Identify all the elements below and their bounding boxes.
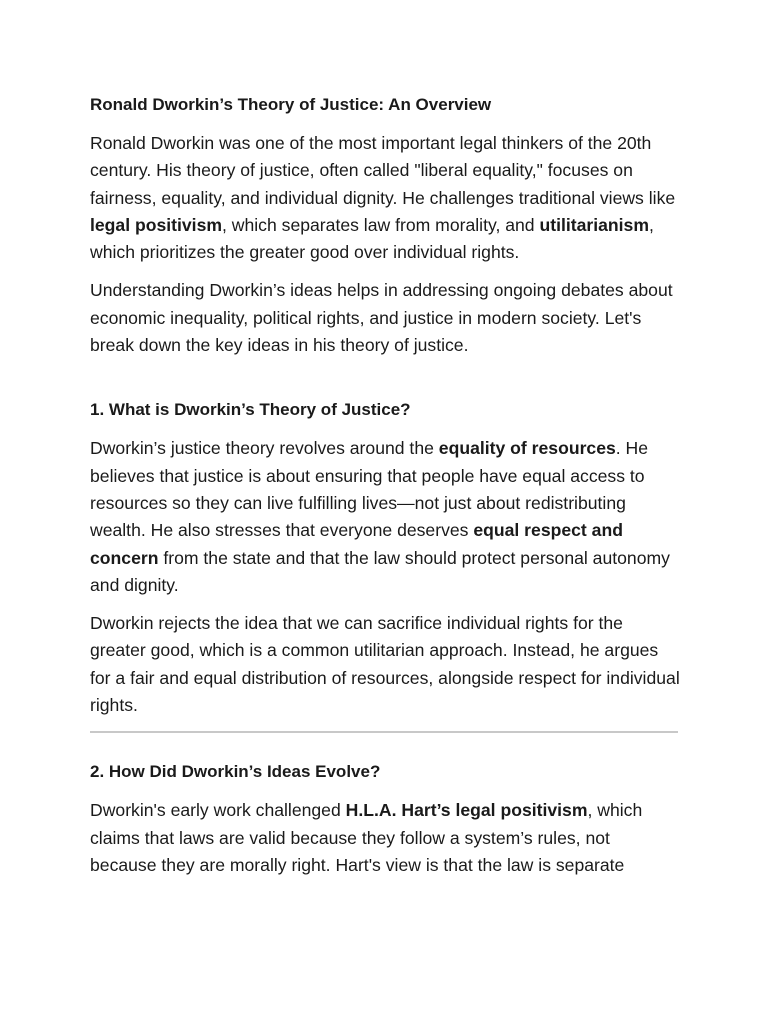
document-title: Ronald Dworkin’s Theory of Justice: An Overview xyxy=(90,95,492,114)
intro-paragraph-2: Understanding Dworkin’s ideas helps in addressing ongoing debates about economic inequality, political rights, and justice in modern society. Let's break down the key ideas in his theory of justice. xyxy=(90,280,673,356)
text-run: Ronald Dworkin was one of the most important legal thinkers of the 20th century. His theory of justice, often called "liberal equality," focuses on fairness, equality, and individual dignity. He challenges traditional views like xyxy=(90,133,676,208)
bold-term-utilitarianism: utilitarianism xyxy=(539,214,649,235)
bold-term-equal-respect: equal respect and concern xyxy=(90,520,623,568)
bold-term-equality-of-resources: equality of resources xyxy=(438,438,616,459)
text-run: , which separates law from morality, and xyxy=(222,214,540,235)
bold-term-hart-legal-positivism: H.L.A. Hart’s legal positivism xyxy=(345,800,588,821)
text-run: , which prioritizes the greater good over individual rights. xyxy=(90,214,654,263)
section-2-paragraph-1 xyxy=(90,797,680,879)
document-page xyxy=(90,93,680,890)
text-run: , which claims that laws are valid because they follow a system’s rules, not because they are morally right. Hart's view is that the law is separate xyxy=(90,800,643,875)
bold-term-legal-positivism: legal positivism xyxy=(90,214,222,235)
intro-paragraph-1 xyxy=(90,130,680,266)
section-1-paragraph-2: Dworkin rejects the idea that we can sacrifice individual rights for the greater good, which is a common utilitarian approach. Instead, he argues for a fair and equal distribution of resources, alongside respect for individual rights. xyxy=(90,613,680,716)
section-1-paragraph-1 xyxy=(90,435,680,599)
text-run: from the state and that the law should protect personal autonomy and dignity. xyxy=(90,547,670,595)
text-run: . He believes that justice is about ensuring that people have equal access to resources so they can live fulfilling lives—not just about redistributing wealth. He also stresses that everyone deserves xyxy=(90,438,649,541)
text-run: Dworkin’s justice theory revolves around the xyxy=(90,438,439,459)
section-2-heading: 2. How Did Dworkin’s Ideas Evolve? xyxy=(90,762,381,782)
text-run: Dworkin's early work challenged xyxy=(90,800,346,821)
section-1-heading: 1. What is Dworkin’s Theory of Justice? xyxy=(90,400,411,420)
